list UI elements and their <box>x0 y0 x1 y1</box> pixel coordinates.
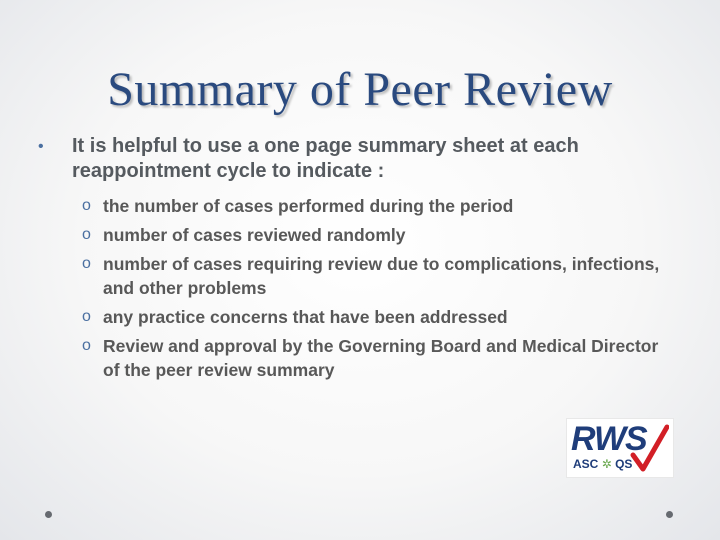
main-bullet <box>38 134 696 184</box>
circle-bullet-icon: o <box>82 337 91 354</box>
list-item-text: any practice concerns that have been addressed <box>103 307 508 327</box>
logo-sub-text-left: ASC <box>573 457 599 471</box>
checkmark-icon <box>629 421 669 475</box>
circle-bullet-icon: o <box>82 197 91 214</box>
page-title: Summary of Peer Review <box>107 63 613 116</box>
sub-bullet-list <box>82 194 672 387</box>
list-item <box>82 223 672 247</box>
circle-bullet-icon: o <box>82 255 91 272</box>
corner-dot-left <box>45 511 52 518</box>
corner-dot-right <box>666 511 673 518</box>
list-item <box>82 194 672 218</box>
list-item <box>82 252 672 300</box>
list-item-text: Review and approval by the Governing Board and Medical Director of the peer review summary <box>103 336 659 380</box>
figure-icon: ✲ <box>601 457 612 471</box>
circle-bullet-icon: o <box>82 308 91 325</box>
list-item-text: the number of cases performed during the period <box>103 196 514 216</box>
list-item-text: number of cases requiring review due to complications, infections, and other problems <box>103 254 660 298</box>
list-item <box>82 305 672 329</box>
circle-bullet-icon: o <box>82 226 91 243</box>
logo-main-text: RWS <box>571 420 647 458</box>
rws-logo <box>566 418 674 478</box>
bullet-dot-icon: • <box>38 138 44 155</box>
logo-sub-text-right: QS <box>615 457 633 471</box>
list-item <box>82 334 672 382</box>
logo-sub-text <box>573 457 632 471</box>
main-bullet-text: It is helpful to use a one page summary sheet at each reappointment cycle to indicate : <box>72 135 579 182</box>
list-item-text: number of cases reviewed randomly <box>103 225 406 245</box>
